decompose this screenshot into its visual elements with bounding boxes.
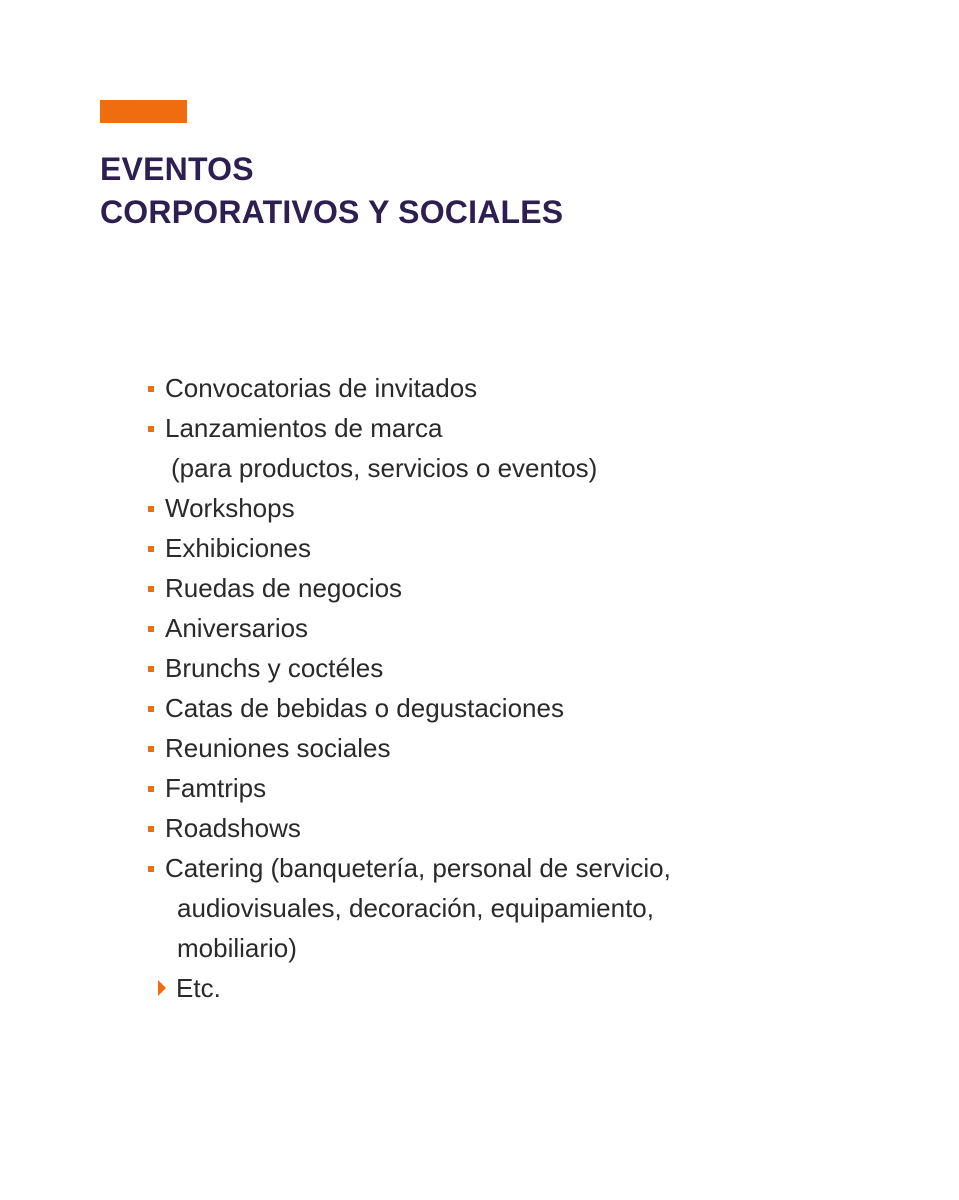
list-item-text: Ruedas de negocios: [165, 573, 403, 603]
list-item: [148, 368, 671, 408]
square-bullet-icon: [148, 786, 154, 792]
list-item-text: Catering (banquetería, personal de servicio,: [165, 853, 671, 883]
list-item-text: Catas de bebidas o degustaciones: [165, 693, 564, 723]
list-item: [148, 608, 671, 648]
services-list: [148, 368, 671, 1008]
list-item: [148, 488, 671, 528]
list-item-text-continued: audiovisuales, decoración, equipamiento,: [177, 893, 654, 923]
list-item-text: Famtrips: [165, 773, 267, 803]
list-item: [148, 408, 671, 488]
square-bullet-icon: [148, 506, 154, 512]
page-title: [100, 148, 563, 234]
list-item: [148, 728, 671, 768]
list-item-etc: [158, 968, 671, 1008]
square-bullet-icon: [148, 706, 154, 712]
square-bullet-icon: [148, 546, 154, 552]
square-bullet-icon: [148, 746, 154, 752]
square-bullet-icon: [148, 626, 154, 632]
title-line-2: CORPORATIVOS Y SOCIALES: [100, 194, 564, 230]
square-bullet-icon: [148, 426, 154, 432]
list-item-text: Brunchs y coctéles: [165, 653, 384, 683]
list-item: [148, 848, 671, 968]
caret-right-icon: [158, 980, 166, 996]
square-bullet-icon: [148, 666, 154, 672]
list-item-text: Reuniones sociales: [165, 733, 391, 763]
square-bullet-icon: [148, 586, 154, 592]
list-item-text: Exhibiciones: [165, 533, 311, 563]
list-item-text: Roadshows: [165, 813, 301, 843]
title-line-1: EVENTOS: [100, 151, 254, 187]
list-item: [148, 688, 671, 728]
list-item: [148, 568, 671, 608]
accent-bar: [100, 100, 187, 123]
list-item-text-continued: (para productos, servicios o eventos): [171, 453, 598, 483]
list-item-text: Convocatorias de invitados: [165, 373, 478, 403]
list-item: [148, 808, 671, 848]
list-item-text: Workshops: [165, 493, 295, 523]
square-bullet-icon: [148, 866, 154, 872]
list-item-text: Aniversarios: [165, 613, 309, 643]
list-item: [148, 768, 671, 808]
square-bullet-icon: [148, 386, 154, 392]
list-item: [148, 528, 671, 568]
list-item: [148, 648, 671, 688]
list-item-text: Etc.: [176, 973, 221, 1003]
list-item-text: Lanzamientos de marca: [165, 413, 443, 443]
square-bullet-icon: [148, 826, 154, 832]
list-item-text-continued: mobiliario): [177, 933, 297, 963]
